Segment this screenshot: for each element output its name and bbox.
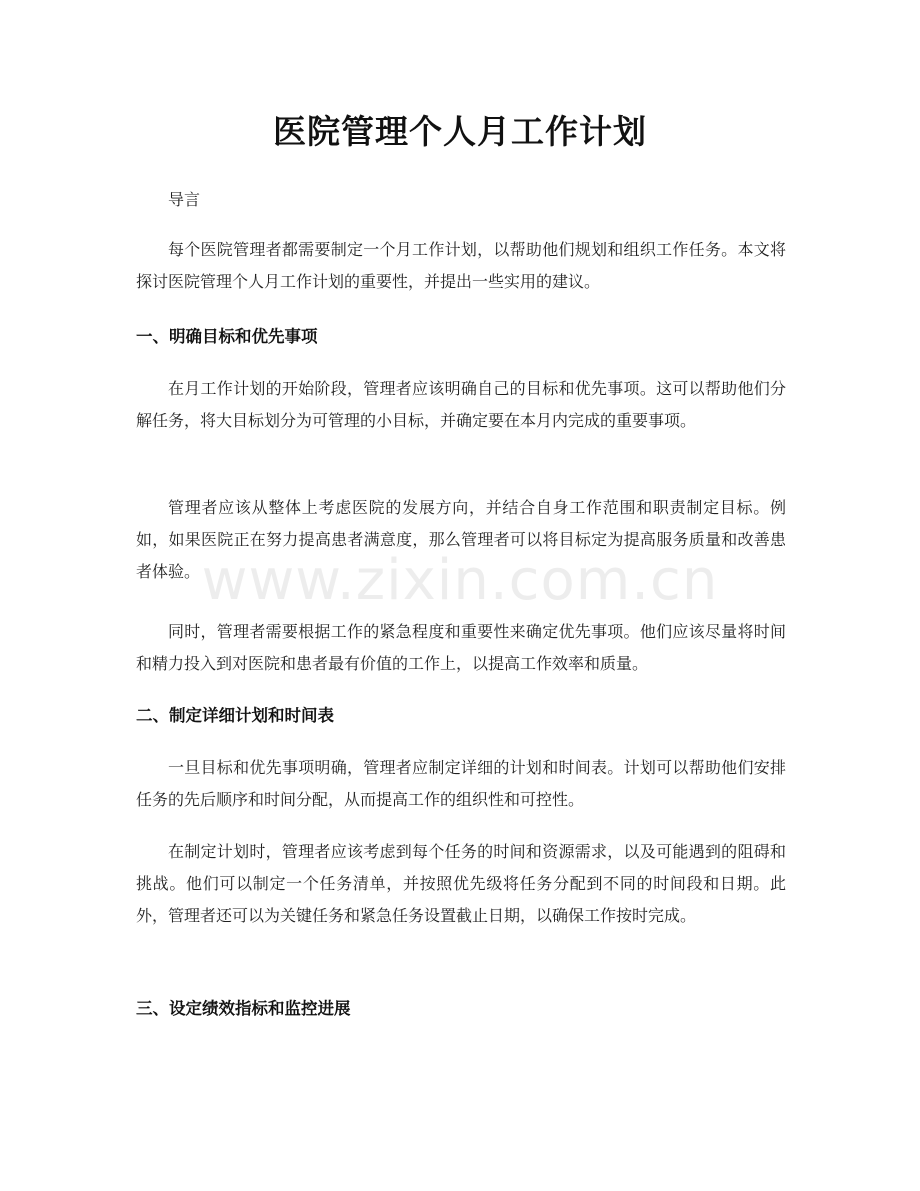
intro-label: 导言	[168, 190, 201, 209]
watermark-text: www.zixin.com.cn	[201, 548, 719, 613]
section-3-heading: 三、设定绩效指标和监控进展	[136, 999, 351, 1018]
section-2-paragraph-1: 一旦目标和优先事项明确，管理者应制定详细的计划和时间表。计划可以帮助他们安排任务的先后顺序和时间分配，从而提高工作的组织性和可控性。	[136, 758, 786, 809]
document-title: 医院管理个人月工作计划	[273, 112, 647, 151]
intro-paragraph: 每个医院管理者都需要制定一个月工作计划，以帮助他们规划和组织工作任务。本文将探讨医院管理个人月工作计划的重要性，并提出一些实用的建议。	[136, 240, 786, 291]
section-1-paragraph-2: 管理者应该从整体上考虑医院的发展方向，并结合自身工作范围和职责制定目标。例如，如果医院正在努力提高患者满意度，那么管理者可以将目标定为提高服务质量和改善患者体验。	[136, 498, 786, 581]
section-2-heading: 二、制定详细计划和时间表	[136, 706, 334, 725]
section-1-heading: 一、明确目标和优先事项	[136, 327, 318, 346]
section-1-paragraph-3: 同时，管理者需要根据工作的紧急程度和重要性来确定优先事项。他们应该尽量将时间和精力投入到对医院和患者最有价值的工作上，以提高工作效率和质量。	[136, 622, 786, 673]
section-1-paragraph-1: 在月工作计划的开始阶段，管理者应该明确自己的目标和优先事项。这可以帮助他们分解任务，将大目标划分为可管理的小目标，并确定要在本月内完成的重要事项。	[136, 379, 786, 430]
section-2-paragraph-2: 在制定计划时，管理者应该考虑到每个任务的时间和资源需求，以及可能遇到的阻碍和挑战。他们可以制定一个任务清单，并按照优先级将任务分配到不同的时间段和日期。此外，管理者还可以为关键任务和紧急任务设置截止日期，以确保工作按时完成。	[136, 842, 786, 925]
